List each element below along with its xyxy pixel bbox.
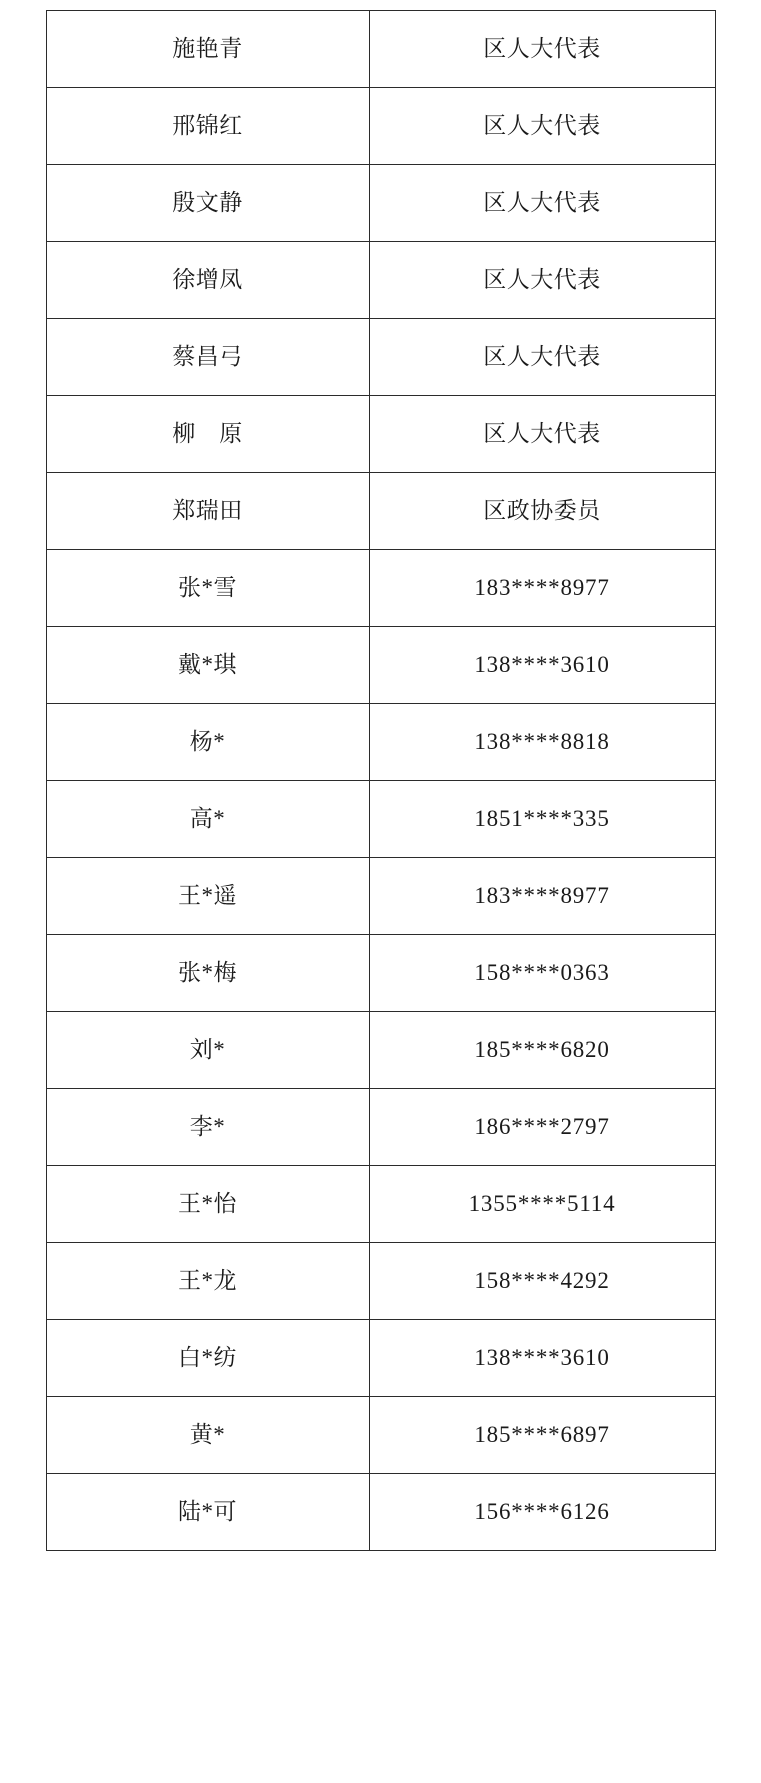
cell-name: 张*梅 <box>46 935 369 1012</box>
cell-role: 区人大代表 <box>369 242 715 319</box>
table-row <box>46 781 715 858</box>
table-row <box>46 858 715 935</box>
cell-name: 王*遥 <box>46 858 369 935</box>
cell-name: 柳 原 <box>46 396 369 473</box>
cell-name: 邢锦红 <box>46 88 369 165</box>
table-row <box>46 627 715 704</box>
table-row <box>46 473 715 550</box>
cell-name: 刘* <box>46 1012 369 1089</box>
cell-name: 李* <box>46 1089 369 1166</box>
table-row <box>46 1474 715 1551</box>
cell-phone: 1355****5114 <box>369 1166 715 1243</box>
table-row <box>46 1166 715 1243</box>
cell-name: 张*雪 <box>46 550 369 627</box>
table-row <box>46 88 715 165</box>
cell-role: 区人大代表 <box>369 11 715 88</box>
roster-table <box>46 10 716 1551</box>
table-row <box>46 242 715 319</box>
table-row <box>46 1397 715 1474</box>
cell-name: 杨* <box>46 704 369 781</box>
cell-role: 区政协委员 <box>369 473 715 550</box>
table-row <box>46 1089 715 1166</box>
cell-role: 区人大代表 <box>369 88 715 165</box>
cell-phone: 183****8977 <box>369 550 715 627</box>
cell-phone: 185****6820 <box>369 1012 715 1089</box>
cell-phone: 186****2797 <box>369 1089 715 1166</box>
table-row <box>46 396 715 473</box>
cell-role: 区人大代表 <box>369 165 715 242</box>
cell-name: 黄* <box>46 1397 369 1474</box>
cell-phone: 158****0363 <box>369 935 715 1012</box>
table-row <box>46 11 715 88</box>
cell-name: 戴*琪 <box>46 627 369 704</box>
cell-role: 区人大代表 <box>369 319 715 396</box>
table-row <box>46 1320 715 1397</box>
cell-name: 高* <box>46 781 369 858</box>
cell-phone: 138****3610 <box>369 1320 715 1397</box>
table-row <box>46 704 715 781</box>
cell-phone: 183****8977 <box>369 858 715 935</box>
cell-name: 郑瑞田 <box>46 473 369 550</box>
table-row <box>46 935 715 1012</box>
table-row <box>46 1012 715 1089</box>
cell-name: 王*龙 <box>46 1243 369 1320</box>
roster-table-body <box>46 11 715 1551</box>
cell-role: 区人大代表 <box>369 396 715 473</box>
table-row <box>46 165 715 242</box>
table-row <box>46 319 715 396</box>
table-row <box>46 1243 715 1320</box>
cell-phone: 1851****335 <box>369 781 715 858</box>
cell-name: 殷文静 <box>46 165 369 242</box>
cell-name: 蔡昌弓 <box>46 319 369 396</box>
cell-name: 施艳青 <box>46 11 369 88</box>
cell-name: 白*纺 <box>46 1320 369 1397</box>
table-row <box>46 550 715 627</box>
cell-phone: 138****3610 <box>369 627 715 704</box>
cell-phone: 185****6897 <box>369 1397 715 1474</box>
cell-phone: 138****8818 <box>369 704 715 781</box>
cell-name: 陆*可 <box>46 1474 369 1551</box>
cell-name: 王*怡 <box>46 1166 369 1243</box>
cell-name: 徐增凤 <box>46 242 369 319</box>
cell-phone: 156****6126 <box>369 1474 715 1551</box>
cell-phone: 158****4292 <box>369 1243 715 1320</box>
